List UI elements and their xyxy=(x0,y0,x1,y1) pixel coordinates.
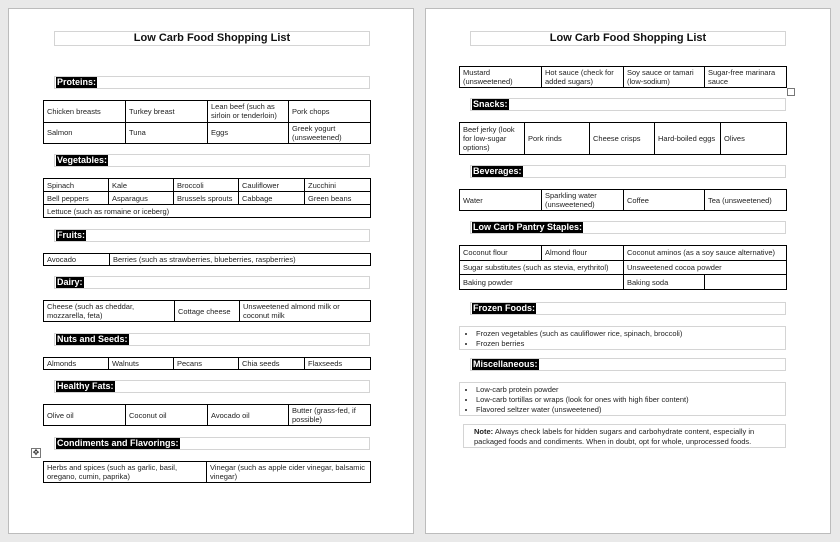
section-heading-fruits xyxy=(54,229,370,242)
table-move-handle-icon[interactable]: ✥ xyxy=(32,448,40,457)
table-cell: Asparagus xyxy=(109,192,174,205)
table-cell: Unsweetened cocoa powder xyxy=(624,260,787,275)
section-heading-pantry xyxy=(470,221,786,234)
section-heading-label: Proteins: xyxy=(57,77,97,87)
table-cell: Butter (grass-fed, if possible) xyxy=(289,405,371,426)
table-row xyxy=(460,275,787,290)
section-heading-nuts-seeds xyxy=(54,333,370,346)
table-row xyxy=(44,205,371,218)
table-row xyxy=(460,67,787,88)
table-cell: Sugar-free marinara sauce xyxy=(705,67,787,88)
table-cell: Olives xyxy=(721,123,787,155)
section-heading-label: Frozen Foods: xyxy=(473,303,535,313)
table-cell: Chicken breasts xyxy=(44,101,126,123)
table-row xyxy=(44,101,371,123)
table-cell: Beef jerky (look for low-sugar options) xyxy=(460,123,525,155)
table-cell: Coconut oil xyxy=(126,405,208,426)
section-heading-healthy-fats xyxy=(54,380,370,393)
table-cell: Almond flour xyxy=(542,246,624,261)
table-cell: Chia seeds xyxy=(239,358,305,370)
table-cell: Pork rinds xyxy=(525,123,590,155)
table-cell: Zucchini xyxy=(305,179,371,192)
table-row xyxy=(44,358,371,370)
note-paragraph xyxy=(463,424,786,448)
table-cell: Sugar substitutes (such as stevia, erythritol) xyxy=(460,260,624,275)
section-heading-misc xyxy=(470,358,786,371)
table-cell: Sparkling water (unsweetened) xyxy=(542,190,624,211)
table-cell: Cauliflower xyxy=(239,179,305,192)
list-item: • Flavored seltzer water (unsweetened) xyxy=(476,405,785,415)
healthy-fats-table xyxy=(43,404,371,426)
table-cell: Tuna xyxy=(126,122,208,144)
table-cell: Coconut aminos (as a soy sauce alternative) xyxy=(624,246,787,261)
section-heading-label: Healthy Fats: xyxy=(57,381,114,391)
section-heading-beverages xyxy=(470,165,786,178)
table-cell: Vinegar (such as apple cider vinegar, balsamic vinegar) xyxy=(207,462,371,483)
list-item: • Frozen berries xyxy=(476,339,785,349)
section-heading-condiments xyxy=(54,437,370,450)
dairy-table xyxy=(43,300,371,322)
table-cell: Soy sauce or tamari (low-sodium) xyxy=(624,67,705,88)
table-cell: Broccoli xyxy=(174,179,239,192)
proteins-table xyxy=(43,100,371,144)
page-title: Low Carb Food Shopping List xyxy=(470,31,786,46)
condiments-table xyxy=(43,461,371,483)
table-row xyxy=(44,254,371,266)
table-row xyxy=(460,260,787,275)
section-heading-label: Miscellaneous: xyxy=(473,359,538,369)
table-cell: Hard-boiled eggs xyxy=(655,123,721,155)
miscellaneous-list xyxy=(459,382,786,416)
pantry-table xyxy=(459,245,787,290)
table-cell: Coffee xyxy=(624,190,705,211)
table-row xyxy=(44,301,371,322)
table-cell: Baking soda xyxy=(624,275,705,290)
table-row xyxy=(460,246,787,261)
table-cell: Cheese (such as cheddar, mozzarella, feta) xyxy=(44,301,175,322)
page-title: Low Carb Food Shopping List xyxy=(54,31,370,46)
table-cell: Eggs xyxy=(208,122,289,144)
table-cell: Salmon xyxy=(44,122,126,144)
section-heading-label: Nuts and Seeds: xyxy=(57,334,128,344)
table-cell: Avocado oil xyxy=(208,405,289,426)
table-cell: Cabbage xyxy=(239,192,305,205)
table-cell: Unsweetened almond milk or coconut milk xyxy=(240,301,371,322)
list-item: • Low-carb protein powder xyxy=(476,385,785,395)
section-heading-label: Dairy: xyxy=(57,277,83,287)
section-heading-vegetables xyxy=(54,154,370,167)
table-cell: Bell peppers xyxy=(44,192,109,205)
section-heading-label: Condiments and Flavorings: xyxy=(57,438,179,448)
table-cell: Mustard (unsweetened) xyxy=(460,67,542,88)
section-heading-proteins xyxy=(54,76,370,89)
table-cell: Water xyxy=(460,190,542,211)
table-cell: Walnuts xyxy=(109,358,174,370)
condiments-continued-table xyxy=(459,66,787,88)
section-heading-dairy xyxy=(54,276,370,289)
table-cell: Avocado xyxy=(44,254,110,266)
snacks-table xyxy=(459,122,787,155)
table-row xyxy=(44,462,371,483)
section-heading-label: Beverages: xyxy=(473,166,522,176)
section-heading-snacks xyxy=(470,98,786,111)
table-end-marker xyxy=(787,88,795,96)
table-cell: Tea (unsweetened) xyxy=(705,190,787,211)
table-cell: Olive oil xyxy=(44,405,126,426)
fruits-table xyxy=(43,253,371,266)
table-cell: Lettuce (such as romaine or iceberg) xyxy=(44,205,371,218)
table-row xyxy=(44,192,371,205)
table-cell: Cottage cheese xyxy=(175,301,240,322)
table-cell: Berries (such as strawberries, blueberries, raspberries) xyxy=(110,254,371,266)
table-row xyxy=(460,190,787,211)
table-cell: Almonds xyxy=(44,358,109,370)
note-label: Note: xyxy=(474,427,494,436)
table-cell: Lean beef (such as sirloin or tenderloin) xyxy=(208,101,289,123)
note-text: Always check labels for hidden sugars and carbohydrate content, especially in packaged foods and condiments. When in doubt, opt for whole, unprocessed foods. xyxy=(474,427,755,446)
section-heading-label: Fruits: xyxy=(57,230,85,240)
table-cell: Kale xyxy=(109,179,174,192)
table-cell: Flaxseeds xyxy=(305,358,371,370)
section-heading-frozen xyxy=(470,302,786,315)
table-cell: Pork chops xyxy=(289,101,371,123)
section-heading-label: Snacks: xyxy=(473,99,508,109)
list-item: • Frozen vegetables (such as cauliflower rice, spinach, broccoli) xyxy=(476,329,785,339)
section-heading-label: Low Carb Pantry Staples: xyxy=(473,222,583,232)
table-cell: Greek yogurt (unsweetened) xyxy=(289,122,371,144)
table-cell: Herbs and spices (such as garlic, basil, oregano, cumin, paprika) xyxy=(44,462,207,483)
table-cell: Coconut flour xyxy=(460,246,542,261)
table-row xyxy=(44,122,371,144)
table-cell: Spinach xyxy=(44,179,109,192)
table-cell: Turkey breast xyxy=(126,101,208,123)
table-cell: Hot sauce (check for added sugars) xyxy=(542,67,624,88)
frozen-foods-list xyxy=(459,326,786,350)
nuts-seeds-table xyxy=(43,357,371,370)
table-cell: Baking powder xyxy=(460,275,624,290)
table-cell: Cheese crisps xyxy=(590,123,655,155)
table-row xyxy=(460,123,787,155)
table-row xyxy=(44,179,371,192)
beverages-table xyxy=(459,189,787,211)
vegetables-table xyxy=(43,178,371,218)
table-cell: Pecans xyxy=(174,358,239,370)
table-row xyxy=(44,405,371,426)
table-cell: Brussels sprouts xyxy=(174,192,239,205)
list-item: • Low-carb tortillas or wraps (look for ones with high fiber content) xyxy=(476,395,785,405)
table-cell: Green beans xyxy=(305,192,371,205)
table-cell xyxy=(705,275,787,290)
section-heading-label: Vegetables: xyxy=(57,155,108,165)
